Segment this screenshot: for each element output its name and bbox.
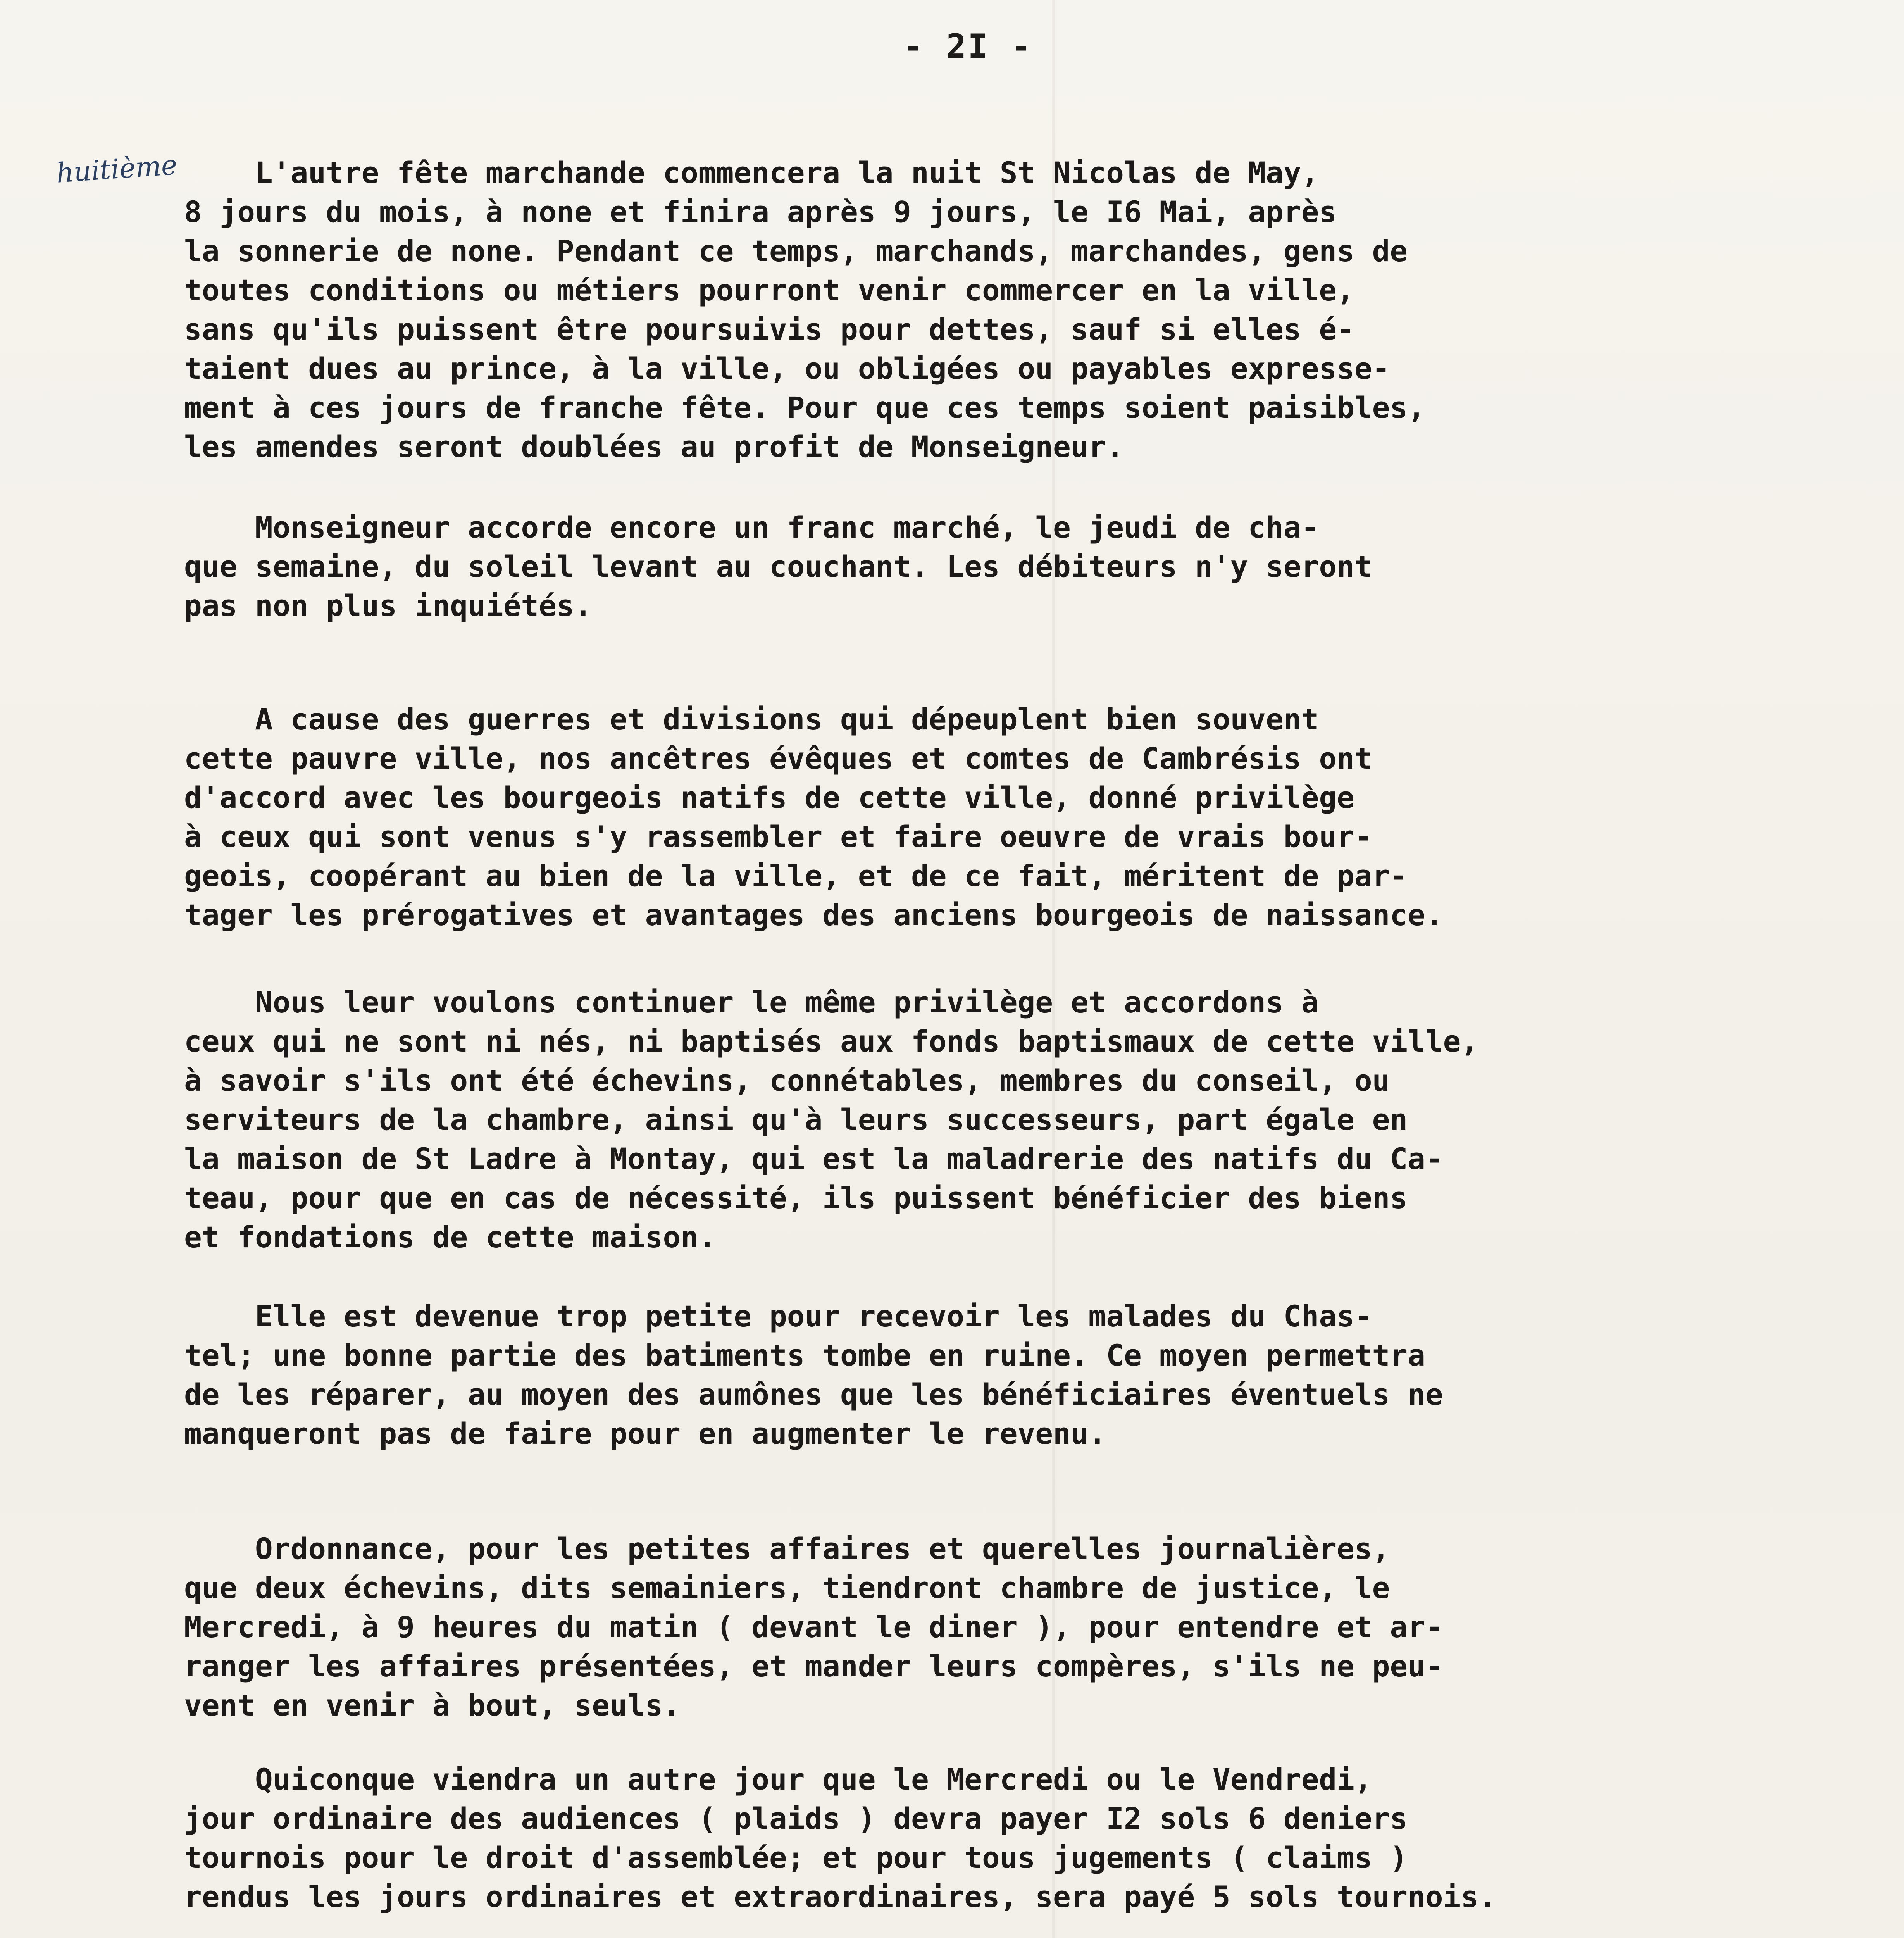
text-line: à savoir s'ils ont été échevins, connétables, membres du conseil, ou [184, 1063, 1390, 1098]
paragraph-guerres-divisions [184, 700, 1904, 935]
text-line: cette pauvre ville, nos ancêtres évêques et comtes de Cambrésis ont [184, 741, 1372, 776]
text-line: la sonnerie de none. Pendant ce temps, marchands, marchandes, gens de [184, 234, 1408, 268]
text-line: ceux qui ne sont ni nés, ni baptisés aux fonds baptismaux de cette ville, [184, 1024, 1479, 1059]
page-number: - 2I - [903, 27, 1033, 66]
text-line: teau, pour que en cas de nécessité, ils puissent bénéficier des biens [184, 1181, 1408, 1215]
text-line: sans qu'ils puissent être poursuivis pour dettes, sauf si elles é- [184, 312, 1354, 347]
paragraph-fete-marchande [184, 153, 1904, 466]
text-line: toutes conditions ou métiers pourront venir commercer en la ville, [184, 273, 1354, 307]
text-line: rendus les jours ordinaires et extraordinaires, sera payé 5 sols tournois. [184, 1879, 1496, 1914]
text-line: Quiconque viendra un autre jour que le Mercredi ou le Vendredi, [184, 1762, 1372, 1797]
text-line: A cause des guerres et divisions qui dépeuplent bien souvent [184, 702, 1319, 736]
text-line: 8 jours du mois, à none et finira après 9 jours, le I6 Mai, après [184, 195, 1337, 229]
text-line: serviteurs de la chambre, ainsi qu'à leurs successeurs, part égale en [184, 1102, 1408, 1137]
text-line: que semaine, du soleil levant au couchant. Les débiteurs n'y seront [184, 549, 1372, 584]
text-line: Mercredi, à 9 heures du matin ( devant le diner ), pour entendre et ar- [184, 1610, 1443, 1644]
text-line: Ordonnance, pour les petites affaires et querelles journalières, [184, 1531, 1390, 1566]
paragraph-privilege [184, 983, 1904, 1257]
text-line: Elle est devenue trop petite pour recevoir les malades du Chas- [184, 1299, 1372, 1333]
text-line: à ceux qui sont venus s'y rassembler et faire oeuvre de vrais bour- [184, 819, 1372, 854]
paragraph-ordonnance-semainiers [184, 1529, 1904, 1725]
text-line: jour ordinaire des audiences ( plaids ) devra payer I2 sols 6 deniers [184, 1801, 1408, 1836]
paragraph-franc-marche [184, 508, 1904, 625]
text-line: geois, coopérant au bien de la ville, et de ce fait, méritent de par- [184, 859, 1408, 893]
text-line: la maison de St Ladre à Montay, qui est la maladrerie des natifs du Ca- [184, 1141, 1443, 1176]
text-line: ment à ces jours de franche fête. Pour que ces temps soient paisibles, [184, 390, 1425, 425]
text-line: que deux échevins, dits semainiers, tiendront chambre de justice, le [184, 1571, 1390, 1605]
text-line: vent en venir à bout, seuls. [184, 1688, 681, 1722]
text-line: d'accord avec les bourgeois natifs de cette ville, donné privilège [184, 780, 1354, 815]
text-line: tager les prérogatives et avantages des anciens bourgeois de naissance. [184, 898, 1443, 932]
text-line: et fondations de cette maison. [184, 1220, 716, 1254]
text-line: pas non plus inquiétés. [184, 588, 592, 623]
paragraph-audiences [184, 1760, 1904, 1916]
text-line: de les réparer, au moyen des aumônes que les bénéficiaires éventuels ne [184, 1377, 1443, 1412]
text-line: Nous leur voulons continuer le même privilège et accordons à [184, 985, 1319, 1019]
text-line: ranger les affaires présentées, et mander leurs compères, s'ils ne peu- [184, 1649, 1443, 1683]
text-line: L'autre fête marchande commencera la nuit St Nicolas de May, [184, 155, 1319, 190]
text-line: Monseigneur accorde encore un franc marché, le jeudi de cha- [184, 510, 1319, 545]
text-line: manqueront pas de faire pour en augmenter le revenu. [184, 1416, 1106, 1451]
text-line: taient dues au prince, à la ville, ou obligées ou payables expresse- [184, 351, 1390, 386]
text-line: tournois pour le droit d'assemblée; et pour tous jugements ( claims ) [184, 1840, 1408, 1875]
handwritten-margin-note: huitième [55, 149, 178, 189]
paragraph-maladrerie [184, 1297, 1904, 1453]
text-line: les amendes seront doublées au profit de Monseigneur. [184, 429, 1124, 464]
text-line: tel; une bonne partie des batiments tombe en ruine. Ce moyen permettra [184, 1338, 1425, 1372]
